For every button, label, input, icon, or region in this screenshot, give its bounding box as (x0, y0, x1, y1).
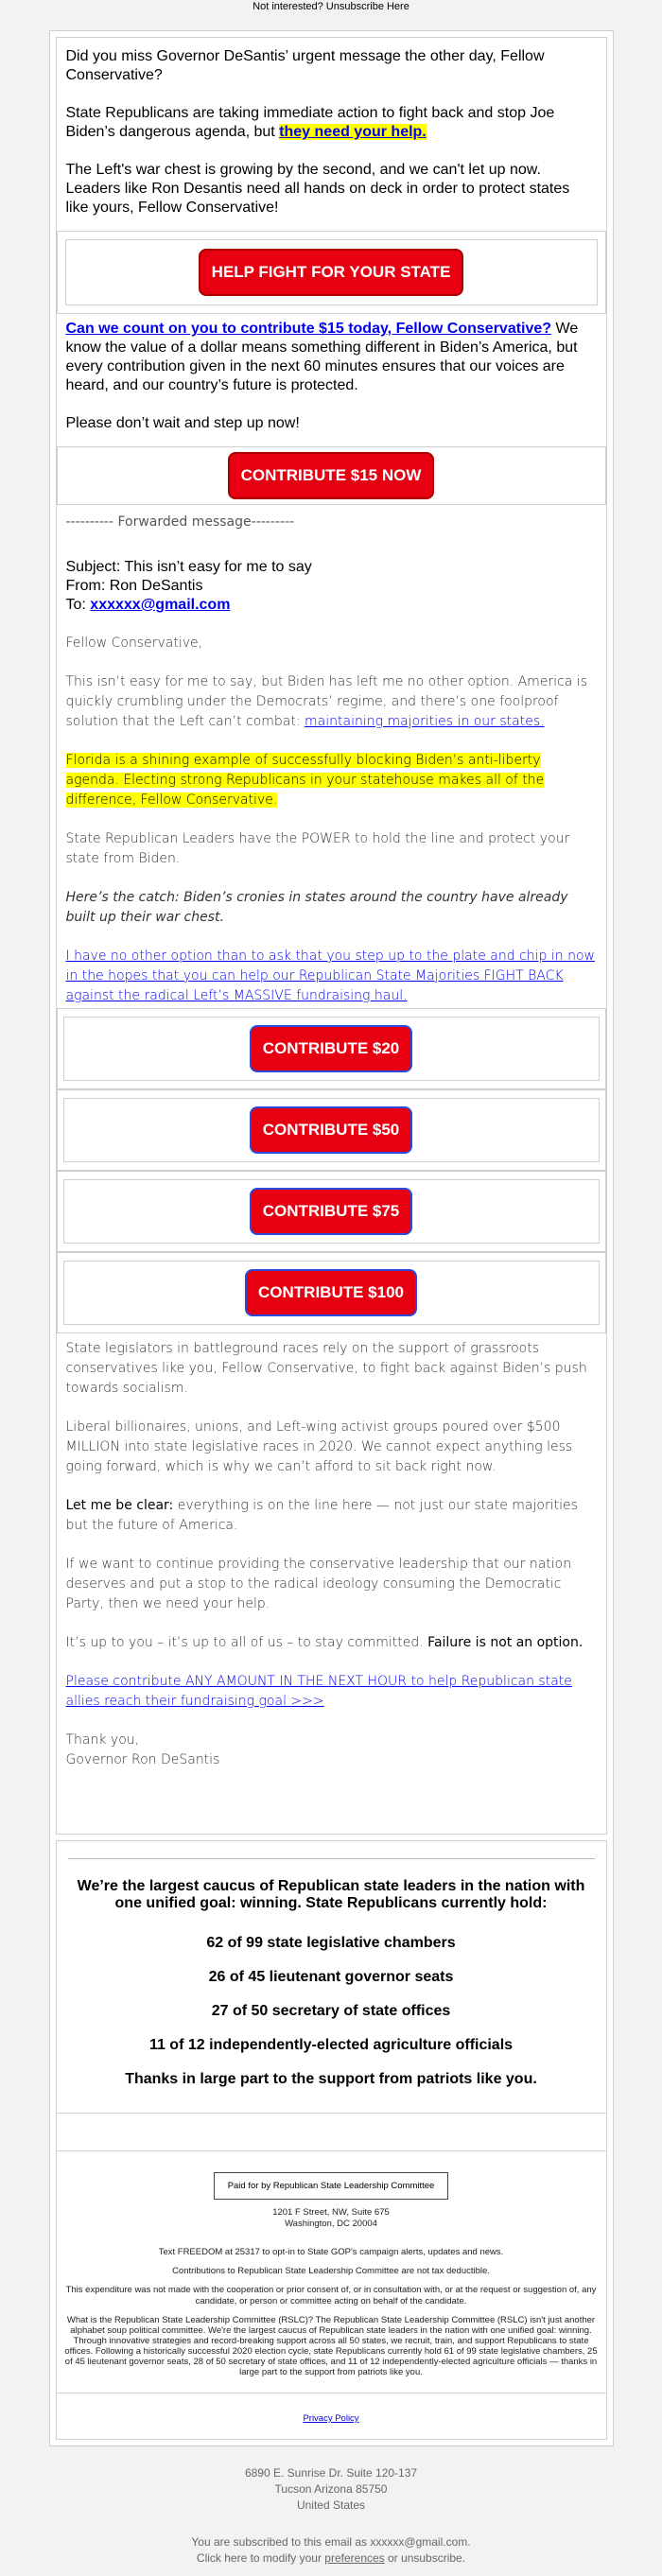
forwarded-section (62, 514, 601, 1006)
any-amount-link[interactable]: Please contribute ANY AMOUNT IN THE NEXT HOUR to help Republican state allies reach their fundraising goal >>> (65, 1674, 572, 1709)
stats-headline: We’re the largest caucus of Republican state leaders in the nation with one unified goal: winning. State Republicans currently hold: (77, 1878, 585, 1911)
contribute-frame (63, 1179, 600, 1244)
stats-section (56, 1840, 607, 2114)
letter-p5 (66, 947, 597, 1006)
stats-item: 26 of 45 lieutenant governor seats (208, 1969, 454, 1985)
bottom-addr2: Tucson Arizona 85750 (274, 2482, 388, 2496)
contribute-cell (57, 1171, 606, 1252)
main-content-box (56, 37, 607, 1785)
footer-optin: Text FREEDOM at 25317 to opt-in to State GOP's campaign alerts, updates and news. (158, 2247, 504, 2257)
majorities-link[interactable]: maintaining majorities in our states. (305, 714, 545, 729)
need-help-link[interactable]: they need your help. (279, 124, 427, 140)
intro-p3: The Left's war chest is growing by the second, and we can't let up now. Leaders like Ron Desantis need all hands on deck in order to protect states like yours, Fellow Conservative! (65, 162, 570, 216)
bottom-footer (0, 2446, 662, 2576)
paid-by-box: Paid for by Republican State Leadership Committee (214, 2172, 449, 2200)
bottom-subscribed (0, 2534, 662, 2550)
letter2-p3-text: everything is on the line here — not just our state majorities but the future of America. (65, 1498, 578, 1533)
ask-text: We know the value of a dollar means something different in Biden’s America, but every contribution given in the next 60 minutes ensures that our voices are heard, and our country’s future is protected. (65, 321, 579, 393)
letter2-p5-text: It’s up to you – it’s up to all of us – to stay committed. (65, 1635, 428, 1650)
letter2-p2: Liberal billionaires, unions, and Left-wing activist groups poured over $500 MILLION into state legislative races in 2020. We cannot expect anything less going forward, which is why we can’t afford to sit back right now. (65, 1419, 573, 1474)
email-outer (0, 30, 662, 2446)
fight-button-cell (57, 231, 606, 314)
intro-p2 (66, 104, 597, 142)
footer-address1: 1201 F Street, NW, Suite 675 (272, 2207, 390, 2218)
stats-closing: Thanks in large part to the support from patriots like you. (125, 2071, 537, 2087)
bottom-addr1: 6890 E. Sunrise Dr. Suite 120-137 (244, 2466, 418, 2480)
footer-not-deductible: Contributions to Republican State Leadership Committee are not tax deductible. (172, 2266, 490, 2276)
stats-content (68, 1878, 595, 2088)
letter2-p6 (66, 1672, 597, 1712)
letter-p3: State Republican Leaders have the POWER to hold the line and protect your state from Biden. (65, 831, 570, 866)
forwarded-headers (66, 558, 597, 615)
contribute-cell (57, 1089, 606, 1171)
step-up-link[interactable]: I have no other option than to ask that you step up to the plate and chip in now in the hopes that you can help our Republican State Majorities FIGHT BACK against the radical Left’s MASSIVE fundraising haul. (65, 949, 595, 1003)
contribute-15-button[interactable]: CONTRIBUTE $15 NOW (228, 452, 435, 499)
contribute-frame (63, 1261, 600, 1325)
contribute-75-button[interactable]: CONTRIBUTE $75 (250, 1188, 413, 1235)
contribute-frame (63, 1098, 600, 1162)
letter-p2 (66, 751, 597, 810)
help-fight-button[interactable]: HELP FIGHT FOR YOUR STATE (199, 249, 464, 296)
spacer-section (56, 1785, 607, 1835)
bottom-addr3: United States (296, 2498, 366, 2512)
signoff (66, 1731, 597, 1770)
contribute-20-button[interactable]: CONTRIBUTE $20 (250, 1025, 413, 1072)
forwarded-to-label: To: (65, 597, 91, 613)
spacer-section (56, 2114, 607, 2151)
footer-expenditure: This expenditure was not made with the cooperation or prior consent of, or in consultation with, or at the request or suggestion of, any candidate, or person or committee acting on behalf of the candidate. (65, 2285, 597, 2306)
subscribed-pre: You are subscribed to this email as (191, 2535, 371, 2549)
letter-p2-highlight: Florida is a shining example of successfully blocking Biden’s anti-liberty agenda. Electing strong Republicans in your statehouse makes all of the difference, Fellow Conservative. (65, 753, 545, 808)
top-unsubscribe-bar (0, 0, 662, 30)
letter-greeting: Fellow Conservative, (65, 635, 203, 651)
privacy-policy-link[interactable]: Privacy Policy (303, 2413, 359, 2424)
intro-p1: Did you miss Governor DeSantis’ urgent message the other day, Fellow Conservative? (65, 48, 545, 83)
footer-text (62, 2207, 601, 2377)
contribute-15-frame (58, 447, 605, 504)
contribute-50-button[interactable]: CONTRIBUTE $50 (250, 1106, 413, 1154)
letter2-p3 (66, 1496, 597, 1536)
signoff-thanks: Thank you, (65, 1732, 140, 1748)
stats-divider (68, 1858, 595, 1859)
letter2-p3-bold: Let me be clear: (65, 1498, 174, 1513)
forwarded-subject: Subject: This isn’t easy for me to say (65, 559, 312, 575)
ask-section (62, 314, 601, 433)
letter-p1-text: This isn’t easy for me to say, but Biden has left me no other option. America is quickly crumbling under the Democrats’ regime, and there’s one foolproof solution that the Left can’t combat: (65, 674, 587, 729)
contribute-100-button[interactable]: CONTRIBUTE $100 (245, 1269, 417, 1316)
contribute-buttons (57, 1008, 606, 1333)
ask-p1 (66, 320, 597, 395)
modify-post: . (462, 2551, 466, 2565)
subscribed-post: . (467, 2535, 471, 2549)
email-container (49, 30, 614, 2446)
contribute-cell (57, 1252, 606, 1333)
stats-item: 62 of 99 state legislative chambers (206, 1935, 456, 1951)
contribute-15-link[interactable]: Can we count on you to contribute $15 today, Fellow Conservative? (65, 321, 552, 337)
unsubscribe-bottom-link[interactable]: unsubscribe (401, 2551, 462, 2565)
letter-p4: Here’s the catch: Biden’s cronies in states around the country have already built up their war chest. (65, 890, 568, 925)
footer-address2: Washington, DC 20004 (285, 2219, 377, 2229)
forwarded-from: From: Ron DeSantis (65, 578, 203, 594)
privacy-row (57, 2393, 606, 2431)
signoff-name: Governor Ron DeSantis (65, 1752, 220, 1767)
intro-section (62, 44, 601, 218)
letter2-p4: If we want to continue providing the conservative leadership that our nation deserves and put a stop to the radical ideology consuming the Democratic Party, then we need your help. (65, 1557, 572, 1611)
paid-by-wrap (62, 2172, 601, 2200)
contribute-15-cell (57, 446, 606, 505)
letter2-p5 (66, 1633, 597, 1653)
footer-about: What is the Republican State Leadership Committee (RSLC)? The Republican State Leadership Committee (RSLC) isn't just another alphabet soup political committee. We're the largest caucus of Republican state leaders in the nation with one unified goal: winning. Through innovative strategies and record-breaking support across all 50 states, we recruit, train, and support Republicans to state offices. Following a historically successful 2020 election cycle, state Republicans currently hold 61 of 99 state legislative chambers, 25 of 45 lieutenant governor seats, 28 of 50 secretary of state offices, and 11 of 12 independently-elected agriculture officials — thanks in large part to the support from patriots like you. (64, 2315, 598, 2377)
bottom-modify (0, 2550, 662, 2567)
preferences-link[interactable]: preferences (324, 2551, 385, 2565)
modify-mid: or (384, 2551, 402, 2565)
intro-p2-text: State Republicans are taking immediate action to fight back and stop Joe Biden’s dangerous agenda, but (65, 105, 555, 140)
contribute-frame (63, 1017, 600, 1081)
letter2-p1: State legislators in battleground races rely on the support of grassroots conservatives like you, Fellow Conservative, to fight back against Biden’s push towards socialism. (65, 1341, 587, 1396)
ask-p2: Please don’t wait and step up now! (65, 415, 300, 431)
unsubscribe-link[interactable]: Not interested? Unsubscribe Here (253, 1, 409, 12)
letter2-p5-bold: Failure is not an option. (427, 1635, 584, 1650)
letter-continued (62, 1333, 601, 1780)
subscribed-email: xxxxxx@gmail.com (370, 2535, 468, 2549)
contribute-cell (57, 1008, 606, 1089)
footer-section (56, 2151, 607, 2440)
letter-p1 (66, 672, 597, 732)
forwarded-marker: ---------- Forwarded message--------- (65, 514, 295, 530)
stats-item: 11 of 12 independently-elected agriculture officials (148, 2037, 514, 2053)
stats-item: 27 of 50 secretary of state offices (211, 2003, 451, 2019)
modify-pre: Click here to modify your (196, 2551, 325, 2565)
forwarded-to-email[interactable]: xxxxxx@gmail.com (90, 597, 231, 613)
fight-button-frame (65, 239, 598, 305)
